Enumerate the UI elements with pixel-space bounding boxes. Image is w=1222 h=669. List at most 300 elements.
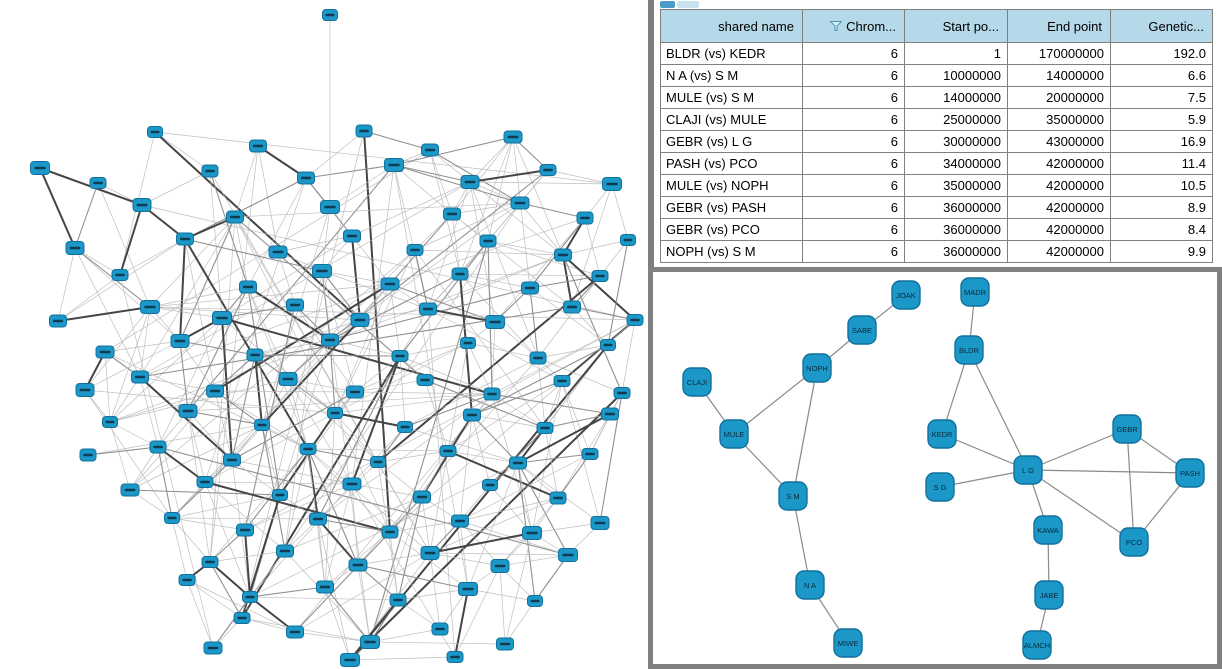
network-node[interactable]: [371, 457, 386, 468]
value-cell[interactable]: 6: [803, 43, 905, 65]
network-node-l-g[interactable]: [1014, 456, 1042, 484]
network-edge: [58, 307, 150, 321]
network-edge: [622, 320, 635, 393]
node-label-smudge: [205, 561, 215, 563]
network-edge: [250, 587, 325, 597]
table-row[interactable]: [661, 175, 1213, 197]
shared-name-cell[interactable]: NOPH (vs) S M: [661, 241, 803, 263]
network-edge: [390, 521, 460, 532]
network-node[interactable]: [510, 457, 527, 469]
network-node[interactable]: [392, 351, 408, 362]
shared-name-cell[interactable]: GEBR (vs) L G: [661, 131, 803, 153]
node-label: MADR: [963, 287, 987, 297]
node-label-smudge: [106, 421, 115, 423]
node-label-smudge: [595, 275, 605, 277]
table-body: [661, 43, 1213, 263]
network-node[interactable]: [322, 334, 339, 346]
network-edge: [532, 523, 600, 533]
node-label-smudge: [180, 238, 190, 240]
network-node[interactable]: [66, 242, 84, 255]
network-node[interactable]: [298, 172, 315, 184]
shared-name-cell[interactable]: MULE (vs) S M: [661, 87, 803, 109]
network-node[interactable]: [349, 559, 367, 571]
node-label-smudge: [385, 283, 396, 285]
node-label: ALMCH: [1023, 640, 1051, 650]
node-label: GEBR: [1116, 424, 1138, 434]
network-node-sabe[interactable]: [848, 316, 876, 344]
value-cell[interactable]: 42000000: [1008, 153, 1111, 175]
network-node[interactable]: [398, 422, 413, 433]
node-label-smudge: [526, 532, 537, 534]
node-label: SABE: [851, 325, 873, 335]
node-label-smudge: [144, 306, 155, 308]
value-cell[interactable]: 192.0: [1111, 43, 1213, 65]
node-label-smudge: [325, 339, 335, 341]
node-label-smudge: [364, 641, 375, 643]
node-label-smudge: [83, 454, 93, 456]
node-label-smudge: [280, 550, 290, 552]
network-edge: [110, 391, 215, 422]
value-cell[interactable]: 42000000: [1008, 241, 1111, 263]
value-cell[interactable]: 14000000: [1008, 65, 1111, 87]
network-edge: [390, 284, 400, 356]
node-label-smudge: [344, 659, 355, 661]
network-node-madr[interactable]: [961, 278, 989, 306]
column-header-genetic-[interactable]: [1111, 10, 1213, 43]
network-edge: [398, 497, 422, 600]
network-node[interactable]: [96, 346, 114, 358]
node-label: MULE: [723, 429, 745, 439]
node-label-smudge: [125, 489, 136, 491]
network-node[interactable]: [452, 268, 468, 280]
node-label-smudge: [500, 643, 510, 645]
value-cell[interactable]: 170000000: [1008, 43, 1111, 65]
network-node[interactable]: [627, 315, 643, 326]
network-node-gebr[interactable]: [1113, 415, 1141, 443]
network-node-mule[interactable]: [720, 420, 748, 448]
node-label-smudge: [374, 461, 383, 463]
network-node-pash[interactable]: [1176, 459, 1204, 487]
network-edge: [40, 168, 75, 248]
value-cell[interactable]: 42000000: [1008, 197, 1111, 219]
network-edge-GEBR-L G[interactable]: [1028, 429, 1127, 470]
node-label: S M: [786, 491, 800, 501]
network-node[interactable]: [351, 314, 369, 327]
node-label-smudge: [208, 647, 219, 649]
network-edge-NOPH-S M[interactable]: [793, 368, 817, 496]
node-label-smudge: [606, 183, 617, 185]
network-node[interactable]: [555, 249, 572, 261]
network-node[interactable]: [321, 201, 340, 214]
node-label-smudge: [316, 270, 327, 272]
value-cell[interactable]: 6: [803, 65, 905, 87]
network-node[interactable]: [382, 526, 398, 538]
network-node[interactable]: [491, 560, 509, 573]
node-label-smudge: [283, 378, 294, 380]
network-node[interactable]: [602, 408, 619, 420]
network-node[interactable]: [582, 449, 598, 460]
value-cell[interactable]: 5.9: [1111, 109, 1213, 131]
network-edge: [235, 146, 258, 217]
network-node[interactable]: [497, 638, 514, 650]
network-node[interactable]: [323, 10, 338, 21]
shared-name-cell[interactable]: BLDR (vs) KEDR: [661, 43, 803, 65]
network-edge: [285, 203, 520, 551]
network-node[interactable]: [461, 338, 476, 349]
network-node[interactable]: [121, 484, 139, 496]
network-node[interactable]: [103, 417, 118, 428]
network-node[interactable]: [459, 583, 478, 596]
network-node[interactable]: [177, 233, 194, 245]
value-cell[interactable]: 7.5: [1111, 87, 1213, 109]
network-node[interactable]: [273, 490, 288, 501]
network-edge: [318, 519, 325, 587]
value-cell[interactable]: 6: [803, 197, 905, 219]
value-cell[interactable]: 35000000: [905, 175, 1008, 197]
value-cell[interactable]: 1: [905, 43, 1008, 65]
node-label-smudge: [508, 136, 519, 138]
network-edge: [350, 657, 455, 660]
network-node[interactable]: [250, 140, 267, 152]
value-cell[interactable]: 36000000: [905, 219, 1008, 241]
network-edge-PASH-L G[interactable]: [1028, 470, 1190, 473]
network-node[interactable]: [603, 178, 622, 191]
network-node[interactable]: [356, 125, 372, 137]
value-cell[interactable]: 6: [803, 219, 905, 241]
network-edge: [394, 165, 470, 182]
network-node[interactable]: [80, 449, 96, 461]
node-label-smudge: [331, 412, 340, 414]
value-cell[interactable]: 34000000: [905, 153, 1008, 175]
network-node-n-a[interactable]: [796, 571, 824, 599]
network-node[interactable]: [343, 478, 361, 490]
node-label-smudge: [395, 355, 405, 357]
network-edge-BLDR-L G[interactable]: [969, 350, 1028, 470]
shared-name-cell[interactable]: N A (vs) S M: [661, 65, 803, 87]
node-label-smudge: [495, 565, 506, 567]
network-edge: [88, 447, 158, 455]
network-node[interactable]: [207, 385, 224, 397]
network-node-pco[interactable]: [1120, 528, 1148, 556]
network-node[interactable]: [141, 301, 160, 314]
network-node[interactable]: [247, 349, 263, 361]
node-label-smudge: [425, 552, 436, 554]
network-node[interactable]: [422, 144, 439, 156]
network-node-claji[interactable]: [683, 368, 711, 396]
network-node[interactable]: [148, 127, 163, 138]
network-edge: [400, 343, 468, 356]
value-cell[interactable]: 36000000: [905, 241, 1008, 263]
value-cell[interactable]: 10000000: [905, 65, 1008, 87]
value-cell[interactable]: 6.6: [1111, 65, 1213, 87]
network-node[interactable]: [432, 623, 448, 635]
value-cell[interactable]: 30000000: [905, 131, 1008, 153]
node-label-smudge: [455, 273, 465, 275]
network-node[interactable]: [300, 444, 316, 455]
network-node[interactable]: [287, 626, 304, 638]
value-cell[interactable]: 6: [803, 131, 905, 153]
value-cell[interactable]: 6: [803, 109, 905, 131]
node-label-smudge: [420, 379, 430, 381]
network-node[interactable]: [564, 301, 581, 313]
network-node[interactable]: [483, 480, 498, 491]
node-label-smudge: [487, 393, 497, 395]
network-node[interactable]: [414, 491, 431, 503]
node-label-smudge: [455, 520, 465, 522]
network-node[interactable]: [511, 197, 529, 209]
network-node[interactable]: [537, 423, 553, 434]
table-row[interactable]: [661, 219, 1213, 241]
node-label-smudge: [326, 14, 335, 16]
network-node[interactable]: [255, 420, 270, 431]
network-node[interactable]: [165, 513, 180, 524]
network-edge: [242, 131, 364, 618]
network-edge: [468, 343, 538, 358]
network-node[interactable]: [461, 176, 479, 189]
network-node[interactable]: [484, 388, 500, 400]
network-node[interactable]: [277, 545, 294, 557]
edge-attribute-table-panel: [654, 0, 1222, 268]
column-header-end-point[interactable]: [1008, 10, 1111, 43]
value-cell[interactable]: 42000000: [1008, 219, 1111, 241]
shared-name-cell[interactable]: GEBR (vs) PCO: [661, 219, 803, 241]
network-node-jabe[interactable]: [1035, 581, 1063, 609]
network-node[interactable]: [287, 299, 304, 311]
node-label-smudge: [489, 321, 500, 323]
node-label-smudge: [168, 517, 177, 519]
network-edge: [262, 320, 360, 425]
network-node[interactable]: [530, 352, 546, 364]
network-node[interactable]: [179, 575, 195, 586]
network-node[interactable]: [237, 524, 254, 536]
network-node[interactable]: [480, 235, 496, 247]
network-edge: [172, 518, 187, 580]
network-node[interactable]: [592, 271, 608, 282]
network-node[interactable]: [90, 178, 106, 189]
network-node[interactable]: [313, 265, 332, 278]
value-cell[interactable]: 6: [803, 153, 905, 175]
node-label-smudge: [585, 453, 595, 455]
node-label-smudge: [355, 319, 366, 321]
value-cell[interactable]: 11.4: [1111, 153, 1213, 175]
shared-name-cell[interactable]: MULE (vs) NOPH: [661, 175, 803, 197]
table-row[interactable]: [661, 153, 1213, 175]
value-cell[interactable]: 42000000: [1008, 175, 1111, 197]
table-row[interactable]: [661, 197, 1213, 219]
node-label-smudge: [347, 235, 357, 237]
value-cell[interactable]: 16.9: [1111, 131, 1213, 153]
table-row[interactable]: [661, 241, 1213, 263]
network-edge: [210, 562, 242, 618]
column-header-start-po-[interactable]: [905, 10, 1008, 43]
network-node[interactable]: [554, 376, 570, 387]
value-cell[interactable]: 20000000: [1008, 87, 1111, 109]
network-node-noph[interactable]: [803, 354, 831, 382]
network-node[interactable]: [341, 654, 360, 667]
shared-name-cell[interactable]: GEBR (vs) PASH: [661, 197, 803, 219]
node-label-smudge: [53, 320, 63, 322]
network-node[interactable]: [447, 652, 463, 663]
network-node-kedr[interactable]: [928, 420, 956, 448]
value-cell[interactable]: 10.5: [1111, 175, 1213, 197]
network-edge: [278, 236, 352, 252]
scrollbar-thumb[interactable]: [660, 1, 675, 8]
network-node[interactable]: [361, 636, 380, 649]
network-node[interactable]: [591, 517, 609, 530]
column-header-chrom-[interactable]: [803, 10, 905, 43]
network-node[interactable]: [112, 270, 128, 281]
value-cell[interactable]: 43000000: [1008, 131, 1111, 153]
network-node[interactable]: [344, 230, 361, 242]
network-node-joak[interactable]: [892, 281, 920, 309]
network-node[interactable]: [601, 340, 616, 351]
node-label-smudge: [483, 240, 493, 242]
network-node[interactable]: [390, 594, 406, 606]
network-node[interactable]: [486, 316, 505, 329]
table-row[interactable]: [661, 131, 1213, 153]
value-cell[interactable]: 9.9: [1111, 241, 1213, 263]
node-label-smudge: [216, 317, 227, 319]
table-row[interactable]: [661, 65, 1213, 87]
network-node-s-m[interactable]: [779, 482, 807, 510]
network-node[interactable]: [317, 581, 334, 593]
network-edge: [390, 532, 398, 600]
node-label: NOPH: [806, 363, 828, 373]
node-label: N A: [803, 580, 817, 590]
node-label-smudge: [605, 413, 615, 415]
network-edge: [180, 239, 185, 341]
node-label-smudge: [182, 579, 192, 581]
node-label: CLAJI: [686, 377, 708, 387]
network-node[interactable]: [31, 162, 50, 175]
network-node[interactable]: [310, 513, 327, 525]
table-row[interactable]: [661, 43, 1213, 65]
value-cell[interactable]: 25000000: [905, 109, 1008, 131]
network-node[interactable]: [559, 549, 578, 562]
network-edge: [155, 132, 360, 320]
network-node[interactable]: [150, 441, 166, 453]
network-node[interactable]: [577, 212, 593, 224]
network-node[interactable]: [452, 515, 469, 527]
network-node[interactable]: [540, 165, 556, 176]
network-node[interactable]: [522, 282, 539, 294]
filter-funnel-icon[interactable]: [830, 21, 842, 31]
network-node[interactable]: [347, 386, 364, 398]
network-node-miwe[interactable]: [834, 629, 862, 657]
value-cell[interactable]: 6: [803, 87, 905, 109]
node-label-smudge: [401, 426, 410, 428]
node-label-smudge: [350, 391, 360, 393]
network-node[interactable]: [197, 477, 213, 488]
network-node[interactable]: [440, 446, 456, 457]
column-header-label: Start po...: [942, 18, 999, 34]
network-edge: [325, 587, 370, 642]
value-cell[interactable]: 8.4: [1111, 219, 1213, 241]
network-node[interactable]: [385, 159, 404, 172]
network-edge: [455, 589, 468, 657]
network-edge: [155, 132, 210, 171]
node-label-smudge: [276, 494, 285, 496]
value-cell[interactable]: 6: [803, 175, 905, 197]
network-node[interactable]: [444, 208, 461, 220]
network-node[interactable]: [213, 312, 232, 325]
column-header-shared-name[interactable]: [661, 10, 803, 43]
network-node[interactable]: [204, 642, 222, 654]
network-node[interactable]: [407, 245, 423, 256]
network-node[interactable]: [621, 235, 636, 246]
network-edge: [422, 497, 430, 553]
network-node[interactable]: [279, 373, 297, 386]
network-node[interactable]: [234, 613, 250, 624]
shared-name-cell[interactable]: PASH (vs) PCO: [661, 153, 803, 175]
network-node[interactable]: [50, 315, 67, 327]
network-node[interactable]: [224, 454, 241, 466]
table-row[interactable]: [661, 87, 1213, 109]
node-label-smudge: [183, 410, 194, 412]
network-node[interactable]: [381, 278, 399, 290]
network-node[interactable]: [179, 405, 197, 418]
network-node[interactable]: [421, 547, 439, 560]
network-node[interactable]: [528, 596, 543, 607]
network-node[interactable]: [202, 557, 218, 568]
network-node[interactable]: [523, 527, 542, 540]
node-label-smudge: [617, 392, 627, 394]
network-edge: [398, 589, 468, 600]
network-node[interactable]: [504, 131, 522, 143]
node-label-smudge: [313, 518, 323, 520]
node-label-smudge: [385, 531, 395, 533]
value-cell[interactable]: 36000000: [905, 197, 1008, 219]
network-node-bldr[interactable]: [955, 336, 983, 364]
network-node[interactable]: [202, 165, 218, 177]
network-node-almch[interactable]: [1023, 631, 1051, 659]
value-cell[interactable]: 14000000: [905, 87, 1008, 109]
network-edge-GEBR-PCO[interactable]: [1127, 429, 1134, 542]
node-label-smudge: [533, 357, 543, 359]
table-row[interactable]: [661, 109, 1213, 131]
node-label-smudge: [246, 596, 255, 598]
network-edge: [400, 356, 405, 427]
network-node[interactable]: [417, 375, 433, 386]
network-edge: [430, 553, 568, 555]
node-label-smudge: [630, 319, 640, 321]
value-cell[interactable]: 8.9: [1111, 197, 1213, 219]
shared-name-cell[interactable]: CLAJI (vs) MULE: [661, 109, 803, 131]
network-node[interactable]: [227, 211, 244, 223]
network-node[interactable]: [614, 388, 630, 399]
network-node[interactable]: [133, 199, 151, 212]
value-cell[interactable]: 6: [803, 241, 905, 263]
network-node[interactable]: [420, 303, 437, 315]
network-node[interactable]: [240, 281, 257, 293]
network-node[interactable]: [171, 335, 189, 348]
value-cell[interactable]: 35000000: [1008, 109, 1111, 131]
network-edge: [187, 580, 213, 648]
node-label-smudge: [200, 481, 210, 483]
network-node[interactable]: [550, 492, 566, 504]
network-edge: [500, 566, 505, 644]
network-node-s-g[interactable]: [926, 473, 954, 501]
network-node[interactable]: [76, 384, 94, 397]
network-edge: [350, 600, 398, 660]
network-node[interactable]: [328, 408, 343, 419]
network-node[interactable]: [269, 246, 287, 258]
network-node[interactable]: [243, 592, 258, 603]
network-node[interactable]: [464, 409, 481, 421]
network-node[interactable]: [132, 371, 149, 383]
filtered-network-view[interactable]: [655, 274, 1215, 662]
network-node-kawa[interactable]: [1034, 516, 1062, 544]
